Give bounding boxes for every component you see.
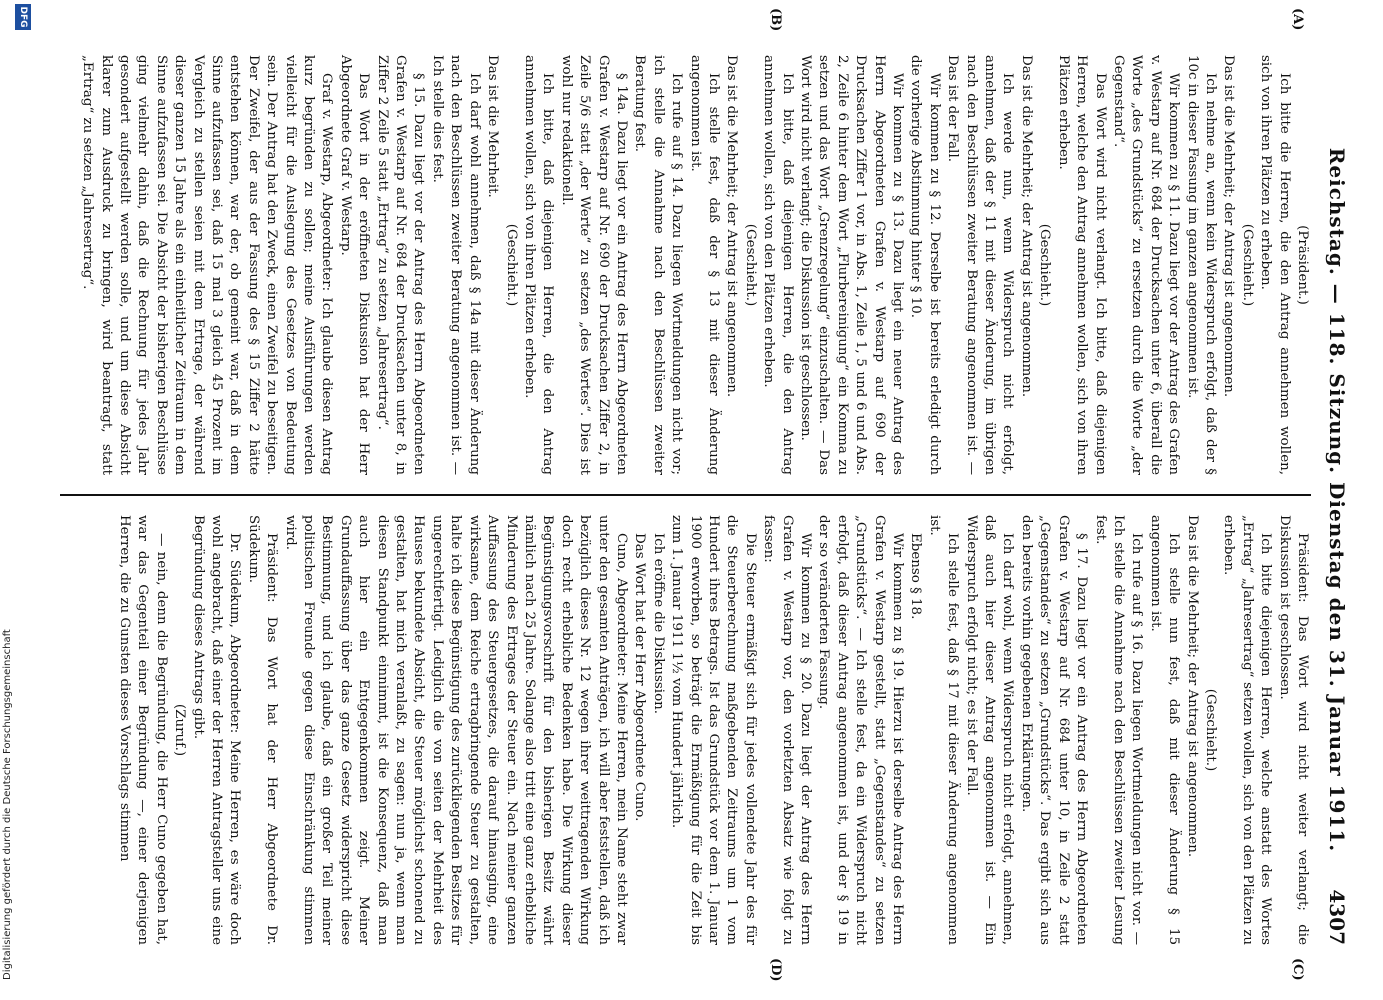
page-title: Reichstag. — 118. Sitzung. Dienstag den 31. Januar 1911. (1325, 147, 1349, 853)
paragraph: Wir kommen zu § 19. Hierzu ist derselbe Antrag des Herrn Grafen v. Westarp gestellt, statt „Gegenstandes“ zu setzen „Grundstücks“. — Ich stelle fest, da ein Widerspruch nicht erfolgt, daß dieser Antrag angenommen ist, und der § 19 in der so veränderten Fassung. (816, 515, 906, 945)
speech-paragraph: Cuno, Abgeordneter: Meine Herren, mein Name steht zwar unter den gesamten Anträgen, ich will aber feststellen, daß ich bezüglich dieses Nr. 12 wegen ihrer weittragenden Wirkung doch recht erhebliche Bedenken habe. Die Wirkung dieser Begünstigungsvorschrift für den bisherigen Besitz währt nämlich nach 25 Jahre. Solange also tritt eine ganz erhebliche Minderung des Ertrages der Steuer ein. Nach meiner ganzen Auffassung des Steuergesetzes, die darauf hinausging, eine wirksame, dem Reiche ertragbringende Steuer zu gestalten, halte ich diese Begünstigung des zurückliegenden Besitzes für ungerechtfertigt. Lediglich die von seiten der Mehrheit des Hauses bekundete Absicht, die Steuer möglichst schonend zu gestalten, hat mich veranlaßt, zu sagen: nun ja, wenn man diesen Standpunkt einnimmt, ist die Konsequenz, daß man auch hier ein Entgegenkommen zeigt. Meiner Grundauffassung über das ganze Gesetz widerspricht diese Bestimmung, und ich glaube, daß ein großer Teil meiner politischen Freunde gegen diese Einschränkung stimmen wird. (282, 515, 629, 945)
paragraph: Wir kommen zu § 11. Dazu liegt vor der Antrag des Grafen v. Westarp auf Nr. 684 der Drucksachen unter 6, überall die Worte „des Grundstücks“ zu ersetzen durch die Worte „der Gegenstand“. (1110, 55, 1182, 475)
paragraph: Das Wort hat der Herr Abgeordnete Cuno. (632, 533, 648, 822)
paragraph: Wir kommen zu § 13. Dazu liegt ein neuer Antrag des Herrn Abgeordneten Grafen v. Westarp auf 690 der Drucksachen Ziffer 1 vor, in Abs. 1, Zeile 1, 5 und 6 und Abs. 2, Zeile 6 hinter dem Wort „Flurbereinigung“ ein Komma zu setzen und das Wort „Grenzregelung“ einzuschalten. — Das Wort wird nicht verlangt; die Diskussion ist geschlossen. (798, 55, 906, 475)
stage-direction: (Geschieht.) (1037, 223, 1053, 307)
margin-mark-c: (C) (1290, 958, 1305, 981)
stage-direction: (Geschieht.) (503, 223, 519, 307)
paragraph: § 14a. Dazu liegt vor ein Antrag des Herrn Abgeordneten Grafen v. Westarp auf Nr. 690 der Drucksachen Ziffer 2, in Zeile 5/6 statt „der Werte“ zu setzen „des Wertes“. Dies ist wohl nur redaktionell. (558, 55, 629, 475)
paragraph: Das ist die Mehrheit; der Antrag ist angenommen. (1184, 515, 1200, 858)
margin-mark-b: (B) (768, 8, 783, 32)
paragraph: Ich bitte, daß diejenigen Herren, die den Antrag annehmen wollen, sich von den Plätzen erheben. (761, 55, 795, 475)
paragraph: Das ist die Mehrheit; der Antrag ist angenommen. (1221, 55, 1237, 398)
paragraph: Ich eröffne die Diskussion. (650, 533, 666, 715)
paragraph: Das ist die Mehrheit; der Antrag ist angenommen. (1018, 55, 1034, 398)
paragraph: Ich bitte, daß diejenigen Herren, die den Antrag annehmen wollen, sich von ihren Plätzen erheben. (521, 55, 556, 475)
paragraph: Ebenso § 18. (908, 533, 924, 620)
stage-direction: (Geschieht.) (1202, 688, 1218, 772)
stage-direction: (Zuruf.) (172, 703, 188, 757)
paragraph: Ich stelle nun fest, daß mit dieser Änderung § 15 angenommen ist. (1147, 515, 1182, 945)
speech-paragraph: Präsident: Das Wort hat der Herr Abgeordnete Dr. Südekum. (245, 515, 280, 945)
margin-mark-a: (A) (1290, 8, 1305, 31)
stage-direction: (Geschieht.) (742, 223, 758, 307)
digitization-note (2, 120, 16, 980)
right-column (60, 515, 1311, 945)
paragraph: Ich darf wohl annehmen, daß § 14a mit dieser Änderung nach den Beschlüssen zweiter Beratung angenommen ist. — Ich stelle dies fest. (429, 55, 482, 475)
page-header (1313, 55, 1353, 945)
paragraph: Wir kommen zu § 20. Dazu liegt der Antrag des Herrn Grafen v. Westarp vor, den vorletzten Absatz wie folgt zu fassen: (761, 515, 814, 945)
paragraph: Ich nehme an, wenn kein Widerspruch erfolgt, daß der § 10c in dieser Fassung im ganzen angenommen ist. (1184, 55, 1218, 475)
stage-direction: (Geschieht.) (1239, 223, 1255, 307)
dfg-logo: DFG (15, 4, 31, 30)
paragraph: Ich stelle fest, daß § 17 mit dieser Änderung angenommen ist. (926, 515, 961, 945)
left-column (60, 55, 1311, 475)
speech-paragraph: Graf v. Westarp, Abgeordneter: Ich glaube diesen Antrag kurz begründen zu sollen; meine Ausführungen werden vielleicht für die Auslegung des Gesetzes von Bedeutung sein. Der Antrag hat den Zweck, einen Zweifel zu beseitigen. Der Zweifel, der aus der Fassung des § 15 Ziffer 2 hätte entstehen können, war der, ob gemeint war, daß in dem Sinne aufzufassen sei, daß 15 mal 3 gleich 45 Prozent im Vergleich zu stellen seien mit dem Ertrage, der während dieser ganzen 15 Jahre als ein einheitlicher Zeitraum in dem Sinne aufzufassen sei. Die Absicht der bisherigen Beschlüsse ging vielmehr dahin, daß die Rechnung für jedes Jahr gesondert aufgestellt werden solle, und um diese Absicht klarer zum Ausdruck zu bringen, wird beantragt, statt „Ertrag“ zu setzen „Jahresertrag“. (80, 55, 335, 475)
paragraph: Das ist die Mehrheit; der Antrag ist angenommen. (724, 55, 740, 398)
paragraph: § 15. Dazu liegt vor der Antrag des Herrn Abgeordneten Grafen v. Westarp auf Nr. 684 der Drucksachen unter 8, in Ziffer 2 Zeile 5 statt „Ertrag“ zu setzen „Jahresertrag“. (374, 55, 427, 475)
paragraph: Das Wort wird nicht verlangt. Ich bitte, daß diejenigen Herren, welche den Antrag annehmen wollen, sich von ihren Plätzen erheben. (1055, 55, 1108, 475)
page-number: 4307 (1325, 889, 1349, 945)
paragraph: Wir kommen zu § 12. Derselbe ist bereits erledigt durch die vorherige Abstimmung hinter § 10. (908, 55, 942, 475)
paragraph: Ich rufe auf § 14. Dazu liegen Wortmeldungen nicht vor; ich stelle die Annahme nach den Beschlüssen zweiter Beratung fest. (632, 55, 685, 475)
margin-mark-d: (D) (768, 958, 783, 982)
paragraph: Ich stelle fest, daß der § 13 mit dieser Änderung angenommen ist. (687, 55, 721, 475)
speech-paragraph: Dr. Südekum, Abgeordneter: Meine Herren, es wäre doch wohl angebracht, daß einer der Herren Antragsteller uns eine Begründung dieses Antrags gibt. (190, 515, 243, 945)
paragraph: § 17. Dazu liegt vor ein Antrag des Herrn Abgeordneten Grafen v. Westarp auf Nr. 684 unter 10, in Zeile 2 statt „Gegenstandes“ zu setzen „Grundstücks“. Das ergibt sich aus den bereits vorhin gegebenen Erklärungen. (1018, 515, 1090, 945)
paragraph: Ich bitte diejenigen Herren, welche anstatt des Wortes „Ertrag“ „Jahresertrag“ setzen wollen, sich von den Plätzen zu erheben. (1221, 515, 1274, 945)
paragraph: Ich werde nun, wenn Widerspruch nicht erfolgt, annehmen, daß der § 11 mit dieser Änderung, im übrigen nach den Beschlüssen zweiter Beratung angenommen ist. — Das ist der Fall. (945, 55, 1016, 475)
paragraph: Ich bitte die Herren, die den Antrag annehmen wollen, sich von ihren Plätzen zu erheben. (1258, 55, 1292, 475)
paragraph: Das Wort in der eröffneten Diskussion hat der Herr Abgeordnete Graf v. Westarp. (337, 55, 372, 475)
digitization-note-text: Digitalisierung gefördert durch die Deutsche Forschungsgemeinschaft (2, 629, 13, 980)
paragraph: Ich darf wohl, wenn Widerspruch nicht erfolgt, annehmen, daß auch hier dieser Antrag angenommen ist. — Ein Widerspruch erfolgt nicht; es ist der Fall. (963, 515, 1016, 945)
paragraph: (Präsident.) (1295, 225, 1310, 305)
speech-paragraph: Präsident: Das Wort wird nicht weiter verlangt; die Diskussion ist geschlossen. (1276, 515, 1310, 945)
quoted-text: Die Steuer ermäßigt sich für jedes vollendete Jahr des für die Steuerberechnung maßgebenden Zeitraums um 1 vom Hundert ihres Betrags. Ist das Grundstück vor dem 1. Januar 1900 erworben, so beträgt die Ermäßigung für die Zeit bis zum 1. Januar 1911 1½ vom Hundert jährlich. (669, 515, 758, 945)
paragraph: — nein, denn die Begründung, die Herr Cuno gegeben hat, war das Gegenteil einer Begründung —, einer derjenigen Herren, die zu Gunsten dieses Vorschlags stimmen (117, 515, 169, 945)
paragraph: Das ist die Mehrheit. (485, 55, 501, 198)
column-divider (60, 494, 1311, 496)
paragraph: Ich rufe auf § 16. Dazu liegen Wortmeldungen nicht vor. — Ich stelle die Annahme nach den Beschlüssen zweiter Lesung fest. (1092, 515, 1145, 945)
